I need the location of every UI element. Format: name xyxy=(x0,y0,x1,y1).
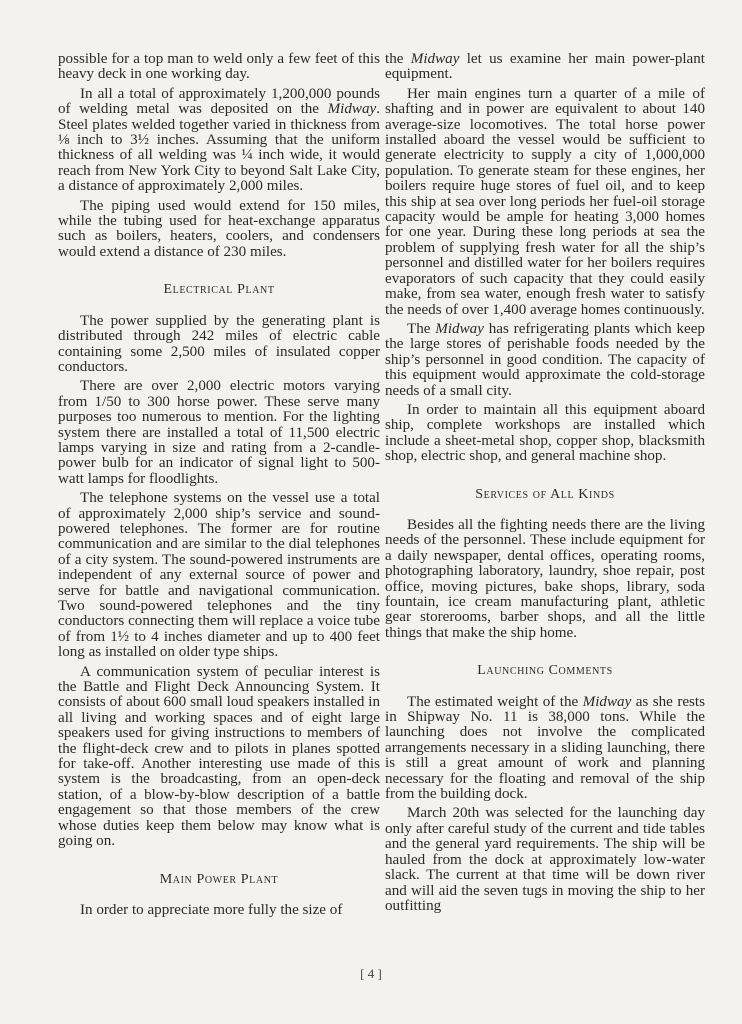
ship-name: Midway xyxy=(582,693,632,710)
text: let us examine her main power-plant equipment. xyxy=(385,51,705,83)
section-heading-launching: Launching Comments xyxy=(477,663,613,679)
ship-name: Midway xyxy=(435,320,484,337)
ship-name: Midway xyxy=(410,51,460,67)
text: has refrigerating plants which keep the large stores of perishable foods needed by the ship’s personnel in good condition. The capacity of this equipment would approximate the cold-storage needs of a small city. xyxy=(385,320,705,399)
text: The xyxy=(407,320,436,337)
paragraph xyxy=(385,695,705,803)
paragraph: Her main engines turn a quarter of a mile of shafting and in power are equivalent to about 140 average-size locomotives. The total horse power installed aboard the vessel would be sufficient to generate electricity to supply a city of 1,000,000 population. To generate steam for these engines, her boilers require huge stores of fuel oil, and to keep this ship at sea over long periods her fuel-oil storage capacity would be ample for heating 3,000 homes for one year. During these long periods at sea the problem of supplying fresh water for all the ship’s personnel and distilled water for her boilers requires evaporators of such capacity that they could easily make, from sea water, enough fresh water to satisfy the needs of over 1,400 average homes continuously. xyxy=(385,85,705,318)
paragraph: Besides all the fighting needs there are the living needs of the personnel. These include equipment for a daily newspaper, dental offices, operating rooms, photographing laboratory, laundry, shoe repair, post office, moving pictures, bake shops, library, soda fountain, ice cream manufacturing plant, athletic gear storerooms, barber shops, and all the little things that make the ship home. xyxy=(385,516,705,641)
text: In all a total of approximately 1,200,000 pounds of welding metal was deposited on the xyxy=(58,85,380,118)
paragraph: The power supplied by the generating plant is distributed through 242 miles of electric cable containing some 2,500 miles of insulated copper conductors. xyxy=(58,312,380,375)
paragraph: In order to appreciate more fully the size of xyxy=(80,901,343,918)
section-heading-main-power-plant: Main Power Plant xyxy=(159,871,279,887)
text: . Steel plates welded together varied in thickness from ⅛ inch to 3½ inches. Assuming that the uniform thickness of all welding was ¼ inch wide, it would reach from New York City to beyond Salt Lake City, a distance of approximately 2,000 miles. xyxy=(58,101,380,195)
section-heading-services: Services of All Kinds xyxy=(475,486,615,502)
text: as she rests in Shipway No. 11 is 38,000 tons. While the launching does not involve the complicated arrangements necessary in a sliding launching, there is still a great amount of work and planning necessary for the floating and removal of the ship from the building dock. xyxy=(385,693,705,803)
paragraph: The piping used would extend for 150 miles, while the tubing used for heat-exchange apparatus such as boilers, heaters, coolers, and condensers would extend a distance of 230 miles. xyxy=(58,197,380,260)
text: the xyxy=(385,51,411,67)
paragraph: possible for a top man to weld only a few feet of this heavy deck in one working day. xyxy=(58,51,380,83)
paragraph: There are over 2,000 electric motors varying from 1/50 to 300 horse power. These serve many purposes too numerous to mention. For the lighting system there are installed a total of 11,500 electric lamps varying in size and rating from a 2-candle-power bulb for an indicator of signal light to 500-watt lamps for floodlights. xyxy=(58,378,380,487)
ship-name: Midway xyxy=(327,101,377,118)
page-number: [ 4 ] xyxy=(360,966,382,981)
text: The estimated weight of the xyxy=(407,693,583,710)
section-heading-electrical-plant: Electrical Plant xyxy=(163,282,275,298)
paragraph xyxy=(385,322,705,399)
left-column xyxy=(58,52,380,918)
paragraph: The telephone systems on the vessel use a total of approximately 2,000 ship’s service and sound-powered telephones. The former are for routine communication and are similar to the dial telephones of a city system. The sound-powered instruments are independent of any external source of power and serve for battle and navigational communication. Two sound-powered telephones and the tiny conductors connecting them will replace a voice tube of from 1½ to 4 inches diameter and up to 400 feet long as installed on older type ships. xyxy=(58,490,380,661)
paragraph xyxy=(58,87,380,195)
paragraph: March 20th was selected for the launching day only after careful study of the current and tide tables and the general yard requirements. The ship will be hauled from the dock at approximately low-water slack. The current at that time will be down river and will aid the seven tugs in moving the ship to her outfitting xyxy=(385,805,705,914)
paragraph: In order to maintain all this equipment aboard ship, complete workshops are installed which include a sheet-metal shop, copper shop, blacksmith shop, electric shop, and general machine shop. xyxy=(385,401,705,465)
right-column xyxy=(385,52,705,914)
paragraph xyxy=(385,52,705,83)
paragraph: A communication system of peculiar interest is the Battle and Flight Deck Announcing System. It consists of about 600 small loud speakers installed in all living and working spaces and of eight large speakers used for giving instructions to members of the flight-deck crew and to pilots in planes spotted for take-off. Another interesting use made of this system is the broadcasting, from an open-deck station, of a blow-by-blow description of a battle engagement so that those members of the crew whose duties keep them below may know what is going on. xyxy=(58,663,380,850)
